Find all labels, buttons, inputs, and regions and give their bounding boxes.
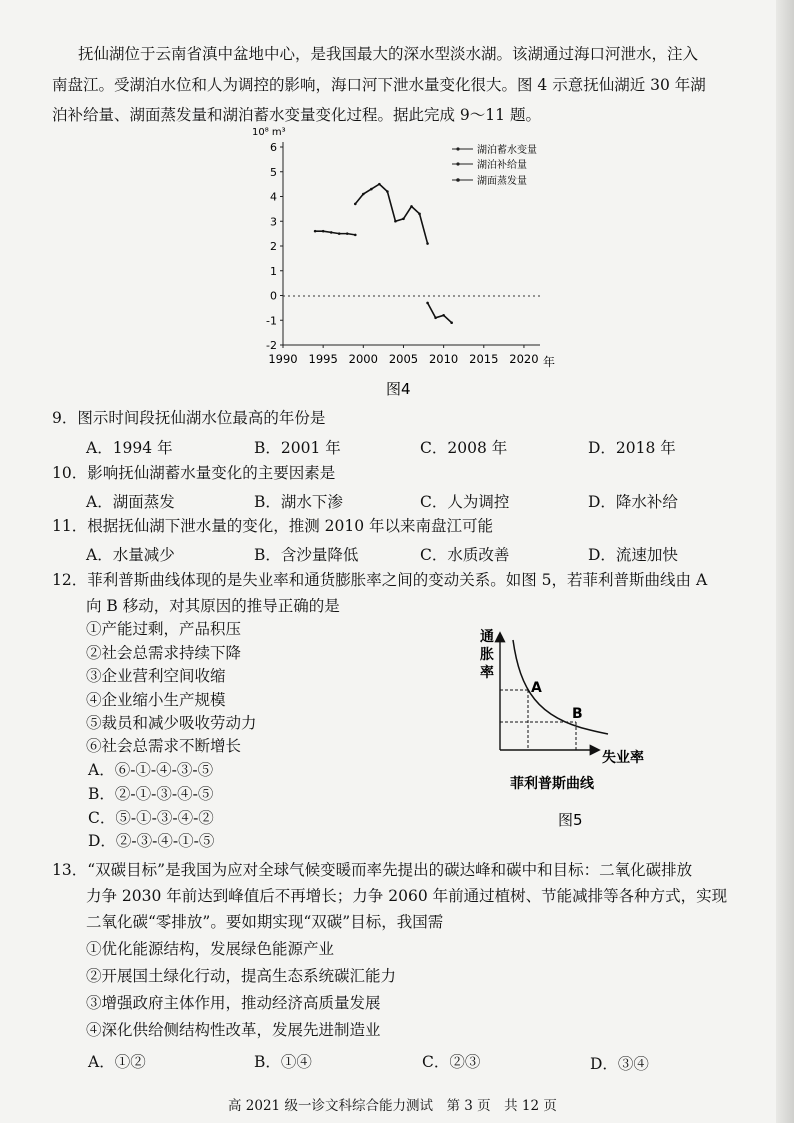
data-point xyxy=(442,314,445,317)
chart-unit-label: 10⁸ m³ xyxy=(252,127,286,138)
data-point xyxy=(450,321,453,324)
intro-line-1: 抚仙湖位于云南省滇中盆地中心，是我国最大的深水型淡水湖。该湖通过海口河泄水，注入 xyxy=(78,45,699,63)
intro-line-3: 泊补给量、湖面蒸发量和湖泊蓄水变量变化过程。据此完成 9～11 题。 xyxy=(52,106,541,124)
chart-y-ticks xyxy=(266,141,283,352)
q12-option-d[interactable]: D．②-③-④-①-⑤ xyxy=(88,832,215,850)
q12-option-a[interactable]: A．⑥-①-④-③-⑤ xyxy=(88,761,214,779)
chart-series xyxy=(314,183,453,324)
q10-option-d[interactable]: D．降水补给 xyxy=(588,493,678,511)
data-point xyxy=(338,232,341,235)
series-line-0 xyxy=(355,184,427,243)
y-tick-label: 2 xyxy=(270,240,277,253)
scan-edge xyxy=(776,0,794,1123)
y-tick-label: 0 xyxy=(270,289,277,303)
figure-4-label: 图4 xyxy=(386,380,411,398)
data-point xyxy=(402,217,405,220)
x-tick-label: 1990 xyxy=(268,352,298,366)
q12-option-b[interactable]: B．②-①-③-④-⑤ xyxy=(88,785,214,803)
data-point xyxy=(426,302,429,305)
q11-option-d[interactable]: D．流速加快 xyxy=(588,546,678,564)
q9-option-c[interactable]: C．2008 年 xyxy=(420,439,508,457)
q12-stem-line-2: 向 B 移动，对其原因的推导正确的是 xyxy=(86,597,340,615)
q10-option-a[interactable]: A．湖面蒸发 xyxy=(86,493,175,511)
q13-option-b[interactable]: B．①④ xyxy=(254,1053,312,1071)
q13-option-c[interactable]: C．②③ xyxy=(422,1053,481,1071)
data-point xyxy=(394,220,397,223)
q9-option-a[interactable]: A．1994 年 xyxy=(86,439,173,457)
q9-option-d[interactable]: D．2018 年 xyxy=(588,439,676,457)
data-point xyxy=(314,230,317,233)
y-tick-label: 5 xyxy=(270,165,277,179)
q9-option-b[interactable]: B．2001 年 xyxy=(254,439,341,457)
data-point xyxy=(322,230,325,233)
y-tick-label: -2 xyxy=(266,339,277,352)
q11-stem: 11．根据抚仙湖下泄水量的变化，推测 2010 年以来南盘江可能 xyxy=(52,517,494,535)
q13-item-4: ④深化供给侧结构性改革，发展先进制造业 xyxy=(86,1021,381,1039)
series-line-1 xyxy=(315,231,355,235)
data-point xyxy=(354,203,357,206)
chart-legend xyxy=(452,143,537,187)
q12-item-3: ③企业营利空间收缩 xyxy=(86,667,226,685)
y-tick-label: 3 xyxy=(270,215,277,229)
q10-option-b[interactable]: B．湖水下渗 xyxy=(254,493,343,511)
q9-stem: 9．图示时间段抚仙湖水位最高的年份是 xyxy=(52,409,326,427)
q13-option-a[interactable]: A．①② xyxy=(88,1053,146,1071)
data-point xyxy=(330,231,333,234)
data-point xyxy=(362,193,365,196)
q12-item-5: ⑤裁员和减少吸收劳动力 xyxy=(86,714,257,732)
fig5-ylabel-1: 通 xyxy=(480,629,494,645)
data-point xyxy=(418,213,421,216)
q12-item-1: ①产能过剩，产品积压 xyxy=(86,620,242,638)
legend-label-evaporation: 湖面蒸发量 xyxy=(477,176,527,187)
fig5-xlabel: 失业率 xyxy=(602,750,644,766)
x-tick-label: 2000 xyxy=(348,352,378,366)
fig5-ylabel-3: 率 xyxy=(480,665,494,681)
q13-item-2: ②开展国土绿化行动，提高生态系统碳汇能力 xyxy=(86,967,397,985)
x-tick-label: 2015 xyxy=(469,352,499,366)
legend-marker-storage xyxy=(456,147,459,150)
q11-option-a[interactable]: A．水量减少 xyxy=(86,546,175,564)
q13-option-d[interactable]: D．③④ xyxy=(590,1055,649,1073)
legend-marker-evaporation xyxy=(456,178,460,182)
data-point xyxy=(378,183,381,186)
q11-option-b[interactable]: B．含沙量降低 xyxy=(254,546,359,564)
chart-x-ticks xyxy=(268,345,538,366)
fig5-figure-label: 图5 xyxy=(558,811,583,829)
data-point xyxy=(354,234,357,237)
q10-stem: 10．影响抚仙湖蓄水量变化的主要因素是 xyxy=(52,464,336,482)
y-tick-label: 6 xyxy=(270,141,277,154)
fig5-ylabel-2: 胀 xyxy=(480,647,494,663)
data-point xyxy=(370,188,373,191)
data-point xyxy=(346,232,349,235)
fig5-point-a: A xyxy=(531,680,542,696)
fig5-curve-name: 菲利普斯曲线 xyxy=(510,776,594,792)
q13-stem-line-1: 13．“双碳目标”是我国为应对全球气候变暖而率先提出的碳达峰和碳中和目标：二氧化碳排放 xyxy=(52,861,693,879)
q12-item-6: ⑥社会总需求不断增长 xyxy=(86,737,242,755)
x-tick-label: 2005 xyxy=(388,352,419,366)
q13-item-1: ①优化能源结构，发展绿色能源产业 xyxy=(86,940,335,958)
fig5-curve xyxy=(513,640,608,734)
data-point xyxy=(434,316,437,319)
legend-label-supply: 湖泊补给量 xyxy=(477,160,527,171)
x-tick-label: 1995 xyxy=(308,352,338,366)
page-footer: 高 2021 级一诊文科综合能力测试 第 3 页 共 12 页 xyxy=(228,1098,557,1114)
q12-option-c[interactable]: C．⑤-①-③-④-② xyxy=(88,809,214,827)
y-tick-label: -1 xyxy=(266,314,277,328)
fig5-point-b: B xyxy=(572,706,583,722)
x-tick-label: 2010 xyxy=(428,352,459,366)
chart-x-unit: 年 xyxy=(543,355,556,369)
y-tick-label: 4 xyxy=(270,190,277,204)
q11-option-c[interactable]: C．水质改善 xyxy=(420,546,510,564)
legend-marker-supply xyxy=(456,162,459,165)
q13-stem-line-3: 二氧化碳“零排放”。要如期实现“双碳”目标，我国需 xyxy=(86,913,444,931)
data-point xyxy=(410,205,413,208)
intro-line-2: 南盘江。受湖泊水位和人为调控的影响，海口河下泄水量变化很大。图 4 示意抚仙湖近 30 年湖 xyxy=(52,76,706,94)
series-line-2 xyxy=(428,303,452,323)
data-point xyxy=(426,242,429,245)
q12-item-4: ④企业缩小生产规模 xyxy=(86,691,226,709)
legend-label-storage: 湖泊蓄水变量 xyxy=(477,145,537,156)
q13-item-3: ③增强政府主体作用，推动经济高质量发展 xyxy=(86,994,381,1012)
y-tick-label: 1 xyxy=(270,264,277,278)
q10-option-c[interactable]: C．人为调控 xyxy=(420,493,510,511)
x-tick-label: 2020 xyxy=(509,352,539,366)
q13-stem-line-2: 力争 2030 年前达到峰值后不再增长；力争 2060 年前通过植树、节能减排等各种方式，实现 xyxy=(86,887,728,905)
q12-item-2: ②社会总需求持续下降 xyxy=(86,644,242,662)
q12-stem-line-1: 12．菲利普斯曲线体现的是失业率和通货膨胀率之间的变动关系。如图 5，若菲利普斯曲线由 A xyxy=(52,571,708,589)
data-point xyxy=(386,190,389,193)
